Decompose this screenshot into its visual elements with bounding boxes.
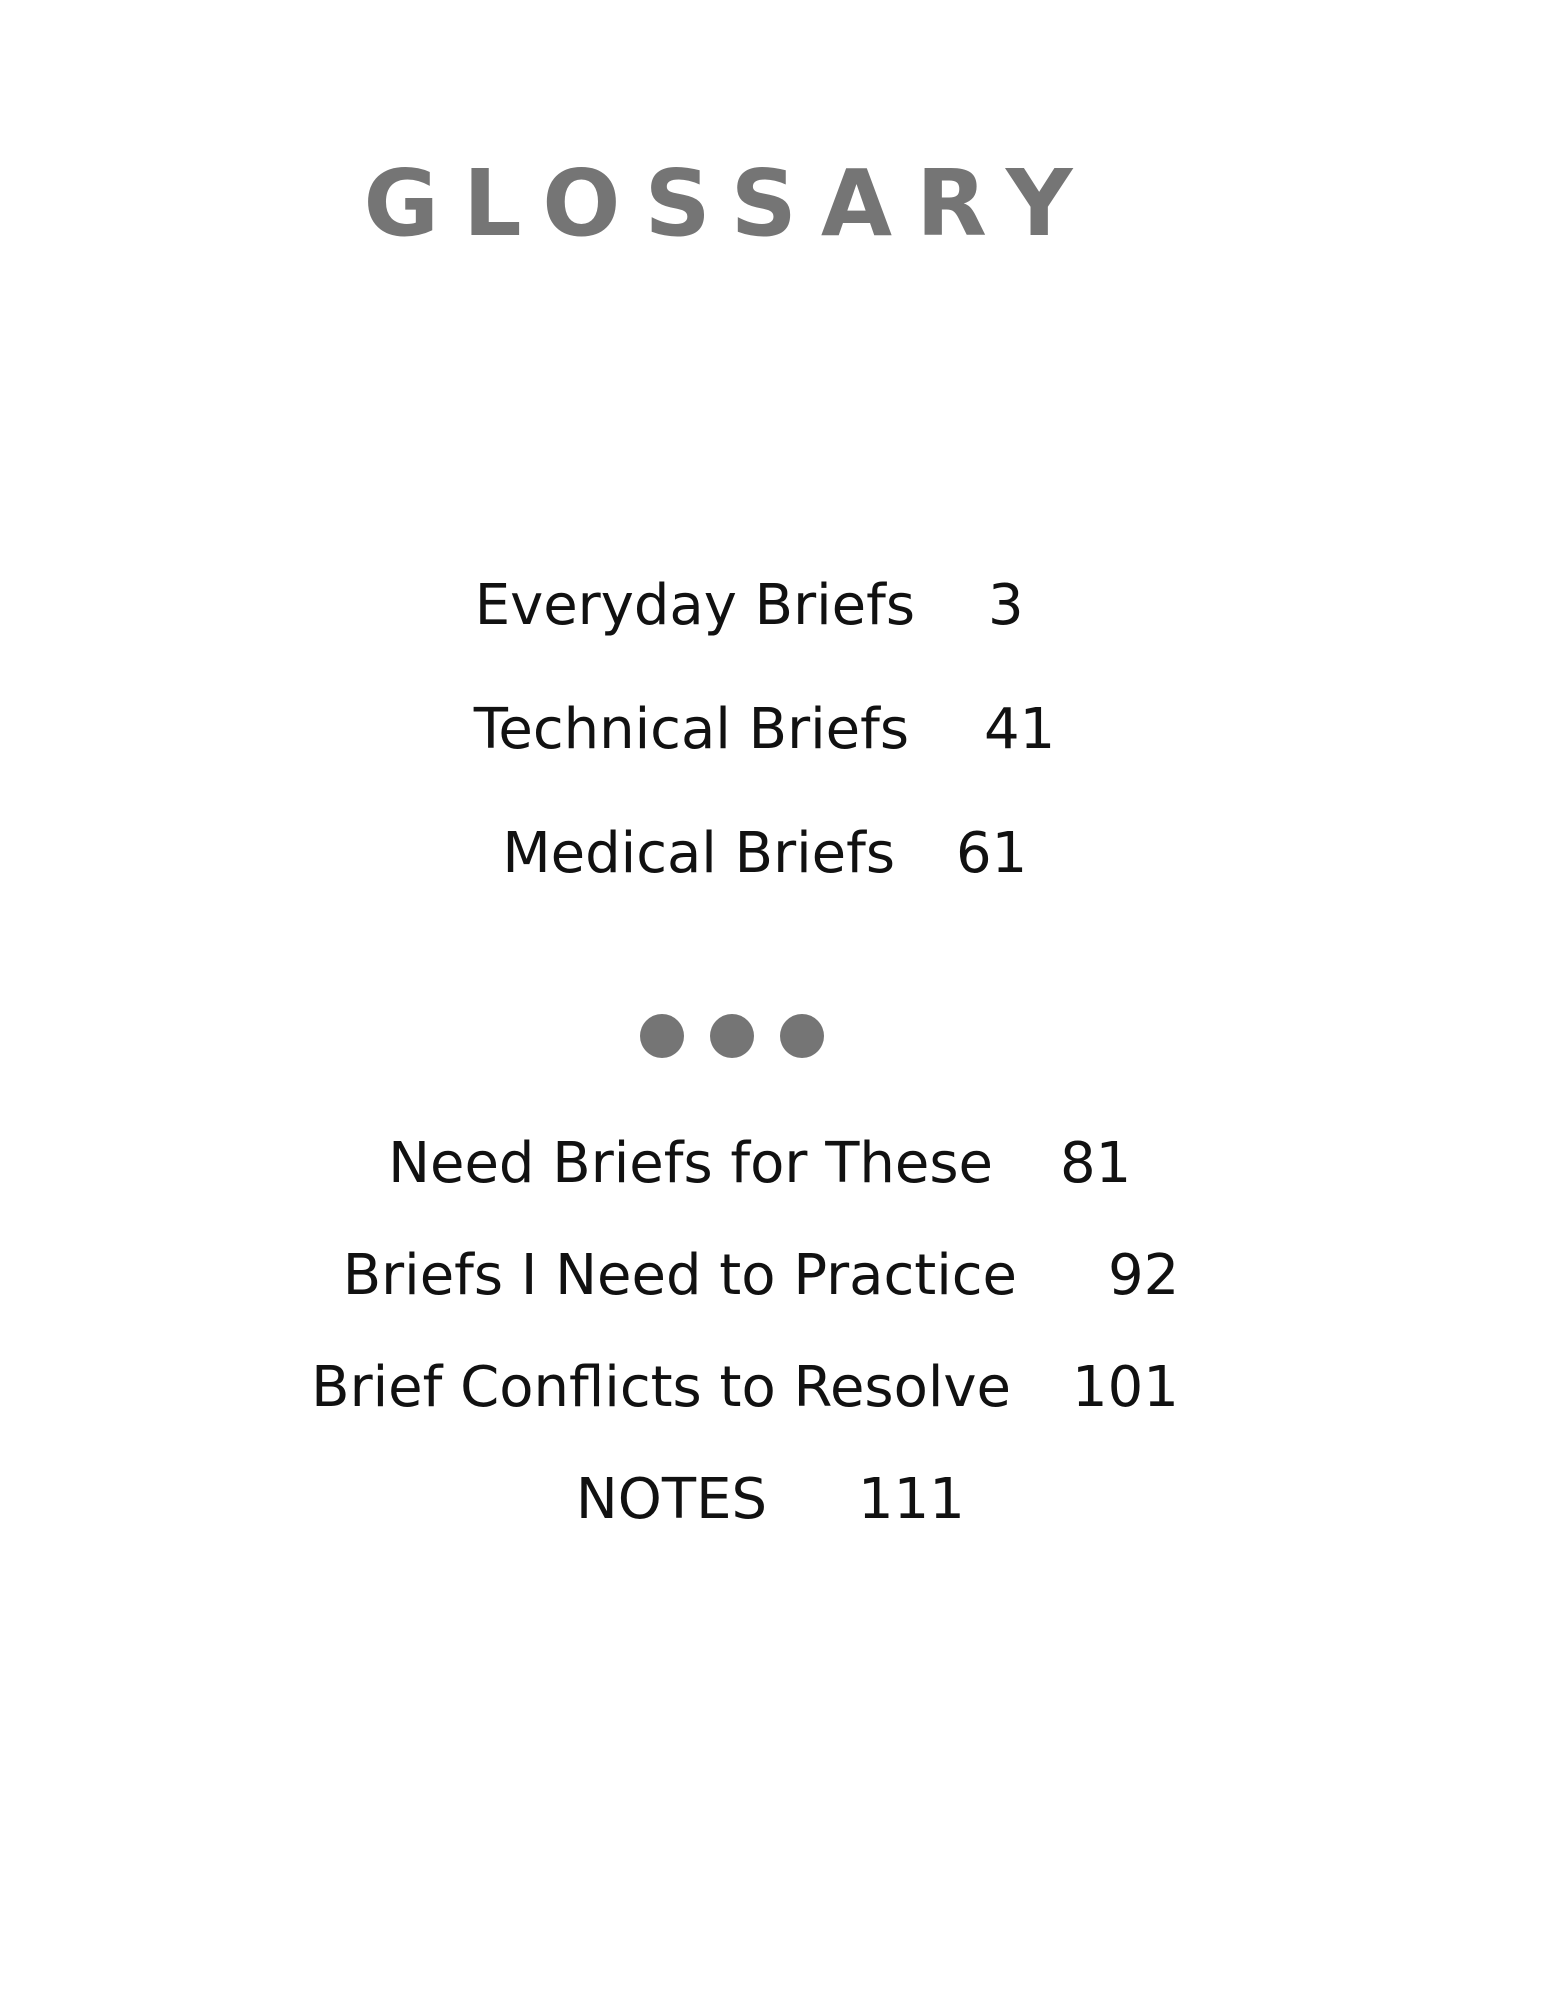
toc-entry-label: Need Briefs for These bbox=[388, 1131, 993, 1196]
toc-entry-page-number: 61 bbox=[956, 821, 1028, 886]
section-divider-dots bbox=[640, 1014, 830, 1060]
toc-entry-everyday-briefs[interactable] bbox=[0, 566, 1545, 646]
toc-entry-label: Medical Briefs bbox=[502, 821, 895, 886]
toc-entry-label: Everyday Briefs bbox=[474, 573, 915, 638]
toc-entry-label: Briefs I Need to Practice bbox=[342, 1243, 1017, 1308]
toc-entry-briefs-i-need-to-practice[interactable] bbox=[0, 1236, 1545, 1316]
toc-entry-page-number: 92 bbox=[1108, 1243, 1180, 1308]
toc-entry-label: Brief Conflicts to Resolve bbox=[311, 1355, 1011, 1420]
toc-entry-page-number: 101 bbox=[1072, 1355, 1179, 1420]
toc-entry-page-number: 111 bbox=[858, 1467, 965, 1532]
toc-entry-label: Technical Briefs bbox=[473, 697, 909, 762]
toc-entry-need-briefs-for-these[interactable] bbox=[0, 1124, 1545, 1204]
toc-entry-label: NOTES bbox=[575, 1467, 767, 1532]
toc-entry-technical-briefs[interactable] bbox=[0, 690, 1545, 770]
toc-entry-page-number: 3 bbox=[988, 573, 1024, 638]
toc-entry-medical-briefs[interactable] bbox=[0, 814, 1545, 894]
divider-dot bbox=[710, 1014, 754, 1058]
divider-dot bbox=[640, 1014, 684, 1058]
toc-entry-brief-conflicts-to-resolve[interactable] bbox=[0, 1348, 1545, 1428]
toc-entry-page-number: 81 bbox=[1060, 1131, 1132, 1196]
toc-entry-page-number: 41 bbox=[984, 697, 1056, 762]
page-title: GLOSSARY bbox=[363, 150, 1097, 257]
divider-dot bbox=[780, 1014, 824, 1058]
toc-entry-notes[interactable] bbox=[0, 1460, 1545, 1540]
